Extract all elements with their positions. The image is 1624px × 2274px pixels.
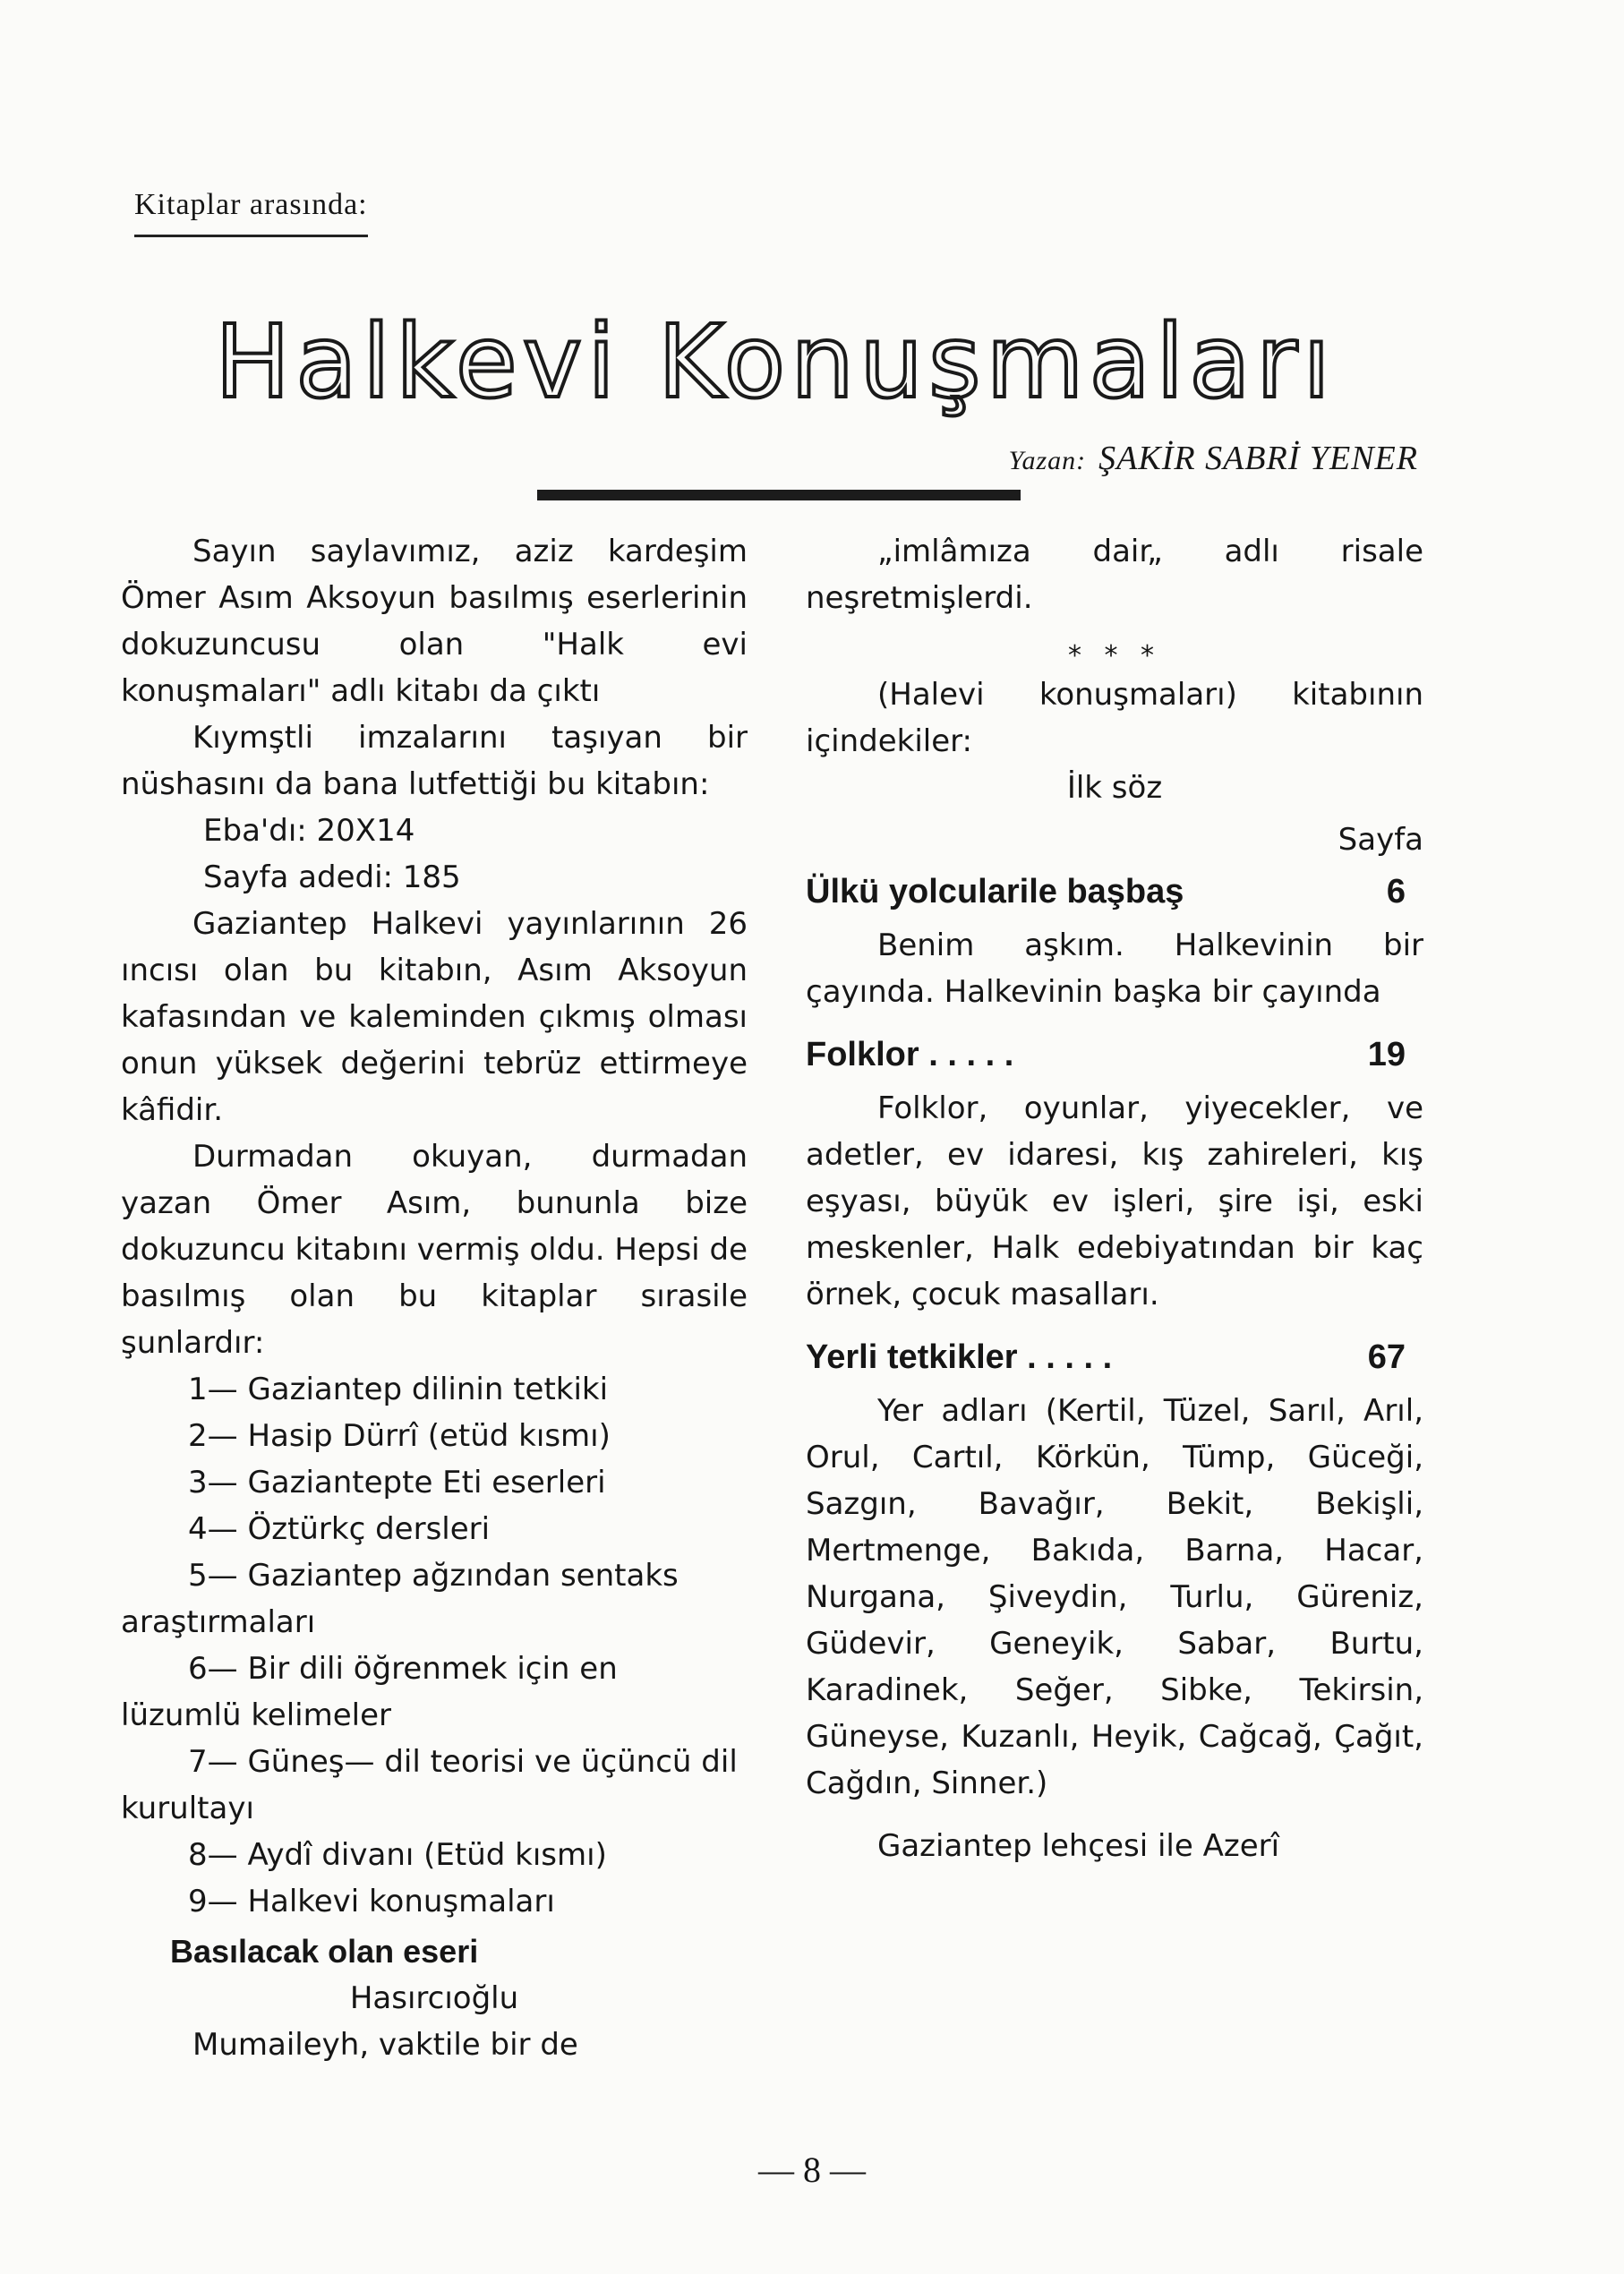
closing-line: Gaziantep lehçesi ile Azerî	[877, 1828, 1280, 1864]
book-size: Eba'dı: 20X14	[203, 813, 415, 849]
section-label: Kitaplar arasında:	[134, 188, 368, 237]
intro-paragraph: Sayın saylavımız, aziz kardeşim Ömer Asım Aksoyun basılmış eserlerinin dokuzuncusu olan "Halk evi konuşmaları" adlı kitabı da çıktı	[121, 534, 748, 709]
title-rule	[537, 490, 1021, 500]
body-paragraph: Gaziantep Halkevi yayınlarının 26 ıncısı olan bu kitabın, Asım Aksoyun kafasından ve kaleminden çıkmış olması onun yüksek değerini tebrüz ettirmeye kâfidir.	[121, 906, 748, 1128]
list-item: 5— Gaziantep ağzından sentaks araştırmaları	[121, 1558, 679, 1640]
right-column	[806, 528, 1423, 1869]
closing-line: Mumaileyh, vaktile bir de	[192, 2027, 578, 2063]
left-column	[121, 528, 748, 2068]
toc-row	[806, 1031, 1423, 1078]
toc-page: 19	[1367, 1036, 1406, 1073]
toc-section	[806, 1031, 1423, 1318]
section-separator: * * *	[1067, 640, 1162, 671]
author-name: ŞAKİR SABRİ YENER	[1098, 440, 1418, 477]
toc-text: Folklor, oyunlar, yiyecekler, ve adetler, ev idaresi, kış zahireleri, kış eşyası, büyük ev işleri, şire işi, eski meskenler, Halk edebiyatından bir kaç örnek, çocuk masalları.	[806, 1090, 1423, 1312]
list-item: 8— Aydî divanı (Etüd kısmı)	[188, 1837, 607, 1873]
intro-paragraph-2: Kıymştli imzalarını taşıyan bir nüshasını da bana lutfettiği bu kitabın:	[121, 720, 748, 802]
books-list	[121, 1366, 748, 1925]
toc-section	[806, 868, 1423, 1015]
continuation-paragraph: „imlâmıza dair„ adlı risale neşretmişlerdi.	[806, 534, 1423, 616]
list-item: 2— Hasip Dürrî (etüd kısmı)	[188, 1418, 611, 1454]
toc-page-label: Sayfa	[1338, 822, 1423, 858]
list-item: 6— Bir dili öğrenmek için en lüzumlü kelimeler	[121, 1651, 618, 1733]
toc-title: Folklor . . . . .	[806, 1036, 1014, 1073]
upcoming-heading: Basılacak olan eseri	[170, 1933, 479, 1970]
list-item: 1— Gaziantep dilinin tetkiki	[188, 1372, 609, 1407]
list-item: 7— Güneş— dil teorisi ve üçüncü dil kurultayı	[121, 1744, 738, 1826]
toc-section	[806, 1334, 1423, 1807]
article-title: Halkevi Konuşmaları	[215, 304, 1337, 421]
list-item: 4— Öztürkç dersleri	[188, 1511, 491, 1547]
toc-page: 6	[1386, 873, 1406, 910]
toc-row	[806, 1334, 1423, 1381]
upcoming-title: Hasırcıoğlu	[349, 1980, 519, 2016]
toc-title: Yerli tetkikler . . . . .	[806, 1338, 1113, 1376]
list-item: 3— Gaziantepte Eti eserleri	[188, 1465, 606, 1500]
toc-foreword: İlk söz	[1066, 770, 1163, 806]
toc-row	[806, 868, 1423, 915]
toc-intro: (Halevi konuşmaları) kitabının içindekiler:	[806, 677, 1423, 759]
toc-text: Yer adları (Kertil, Tüzel, Sarıl, Arıl, Orul, Cartıl, Körkün, Tümp, Güceği, Sazgın, Bavağır, Bekit, Bekişli, Mertmenge, Bakıda, Barna, Hacar, Nurgana, Şiveydin, Turlu, Güreniz, Güdevir, Geneyik, Sabar, Burtu, Karadinek, Seğer, Sibke, Tekirsin, Güneyse, Kuzanlı, Heyik, Cağcağ, Çağıt, Cağdın, Sinner.)	[806, 1393, 1423, 1801]
body-paragraph-2: Durmadan okuyan, durmadan yazan Ömer Asım, bununla bize dokuzuncu kitabını vermiş oldu. Hepsi de basılmış olan bu kitaplar sırasile şunlardır:	[121, 1139, 748, 1361]
author-label: Yazan:	[1008, 446, 1087, 475]
toc-page: 67	[1367, 1338, 1406, 1376]
page-number: — 8 —	[758, 2150, 866, 2190]
list-item: 9— Halkevi konuşmaları	[188, 1884, 555, 1919]
toc-text: Benim aşkım. Halkevinin bir çayında. Halkevinin başka bir çayında	[806, 928, 1423, 1010]
book-pages: Sayfa adedi: 185	[203, 859, 461, 895]
toc-title: Ülkü yolcularile başbaş	[806, 873, 1184, 910]
author-line	[1009, 439, 1418, 478]
